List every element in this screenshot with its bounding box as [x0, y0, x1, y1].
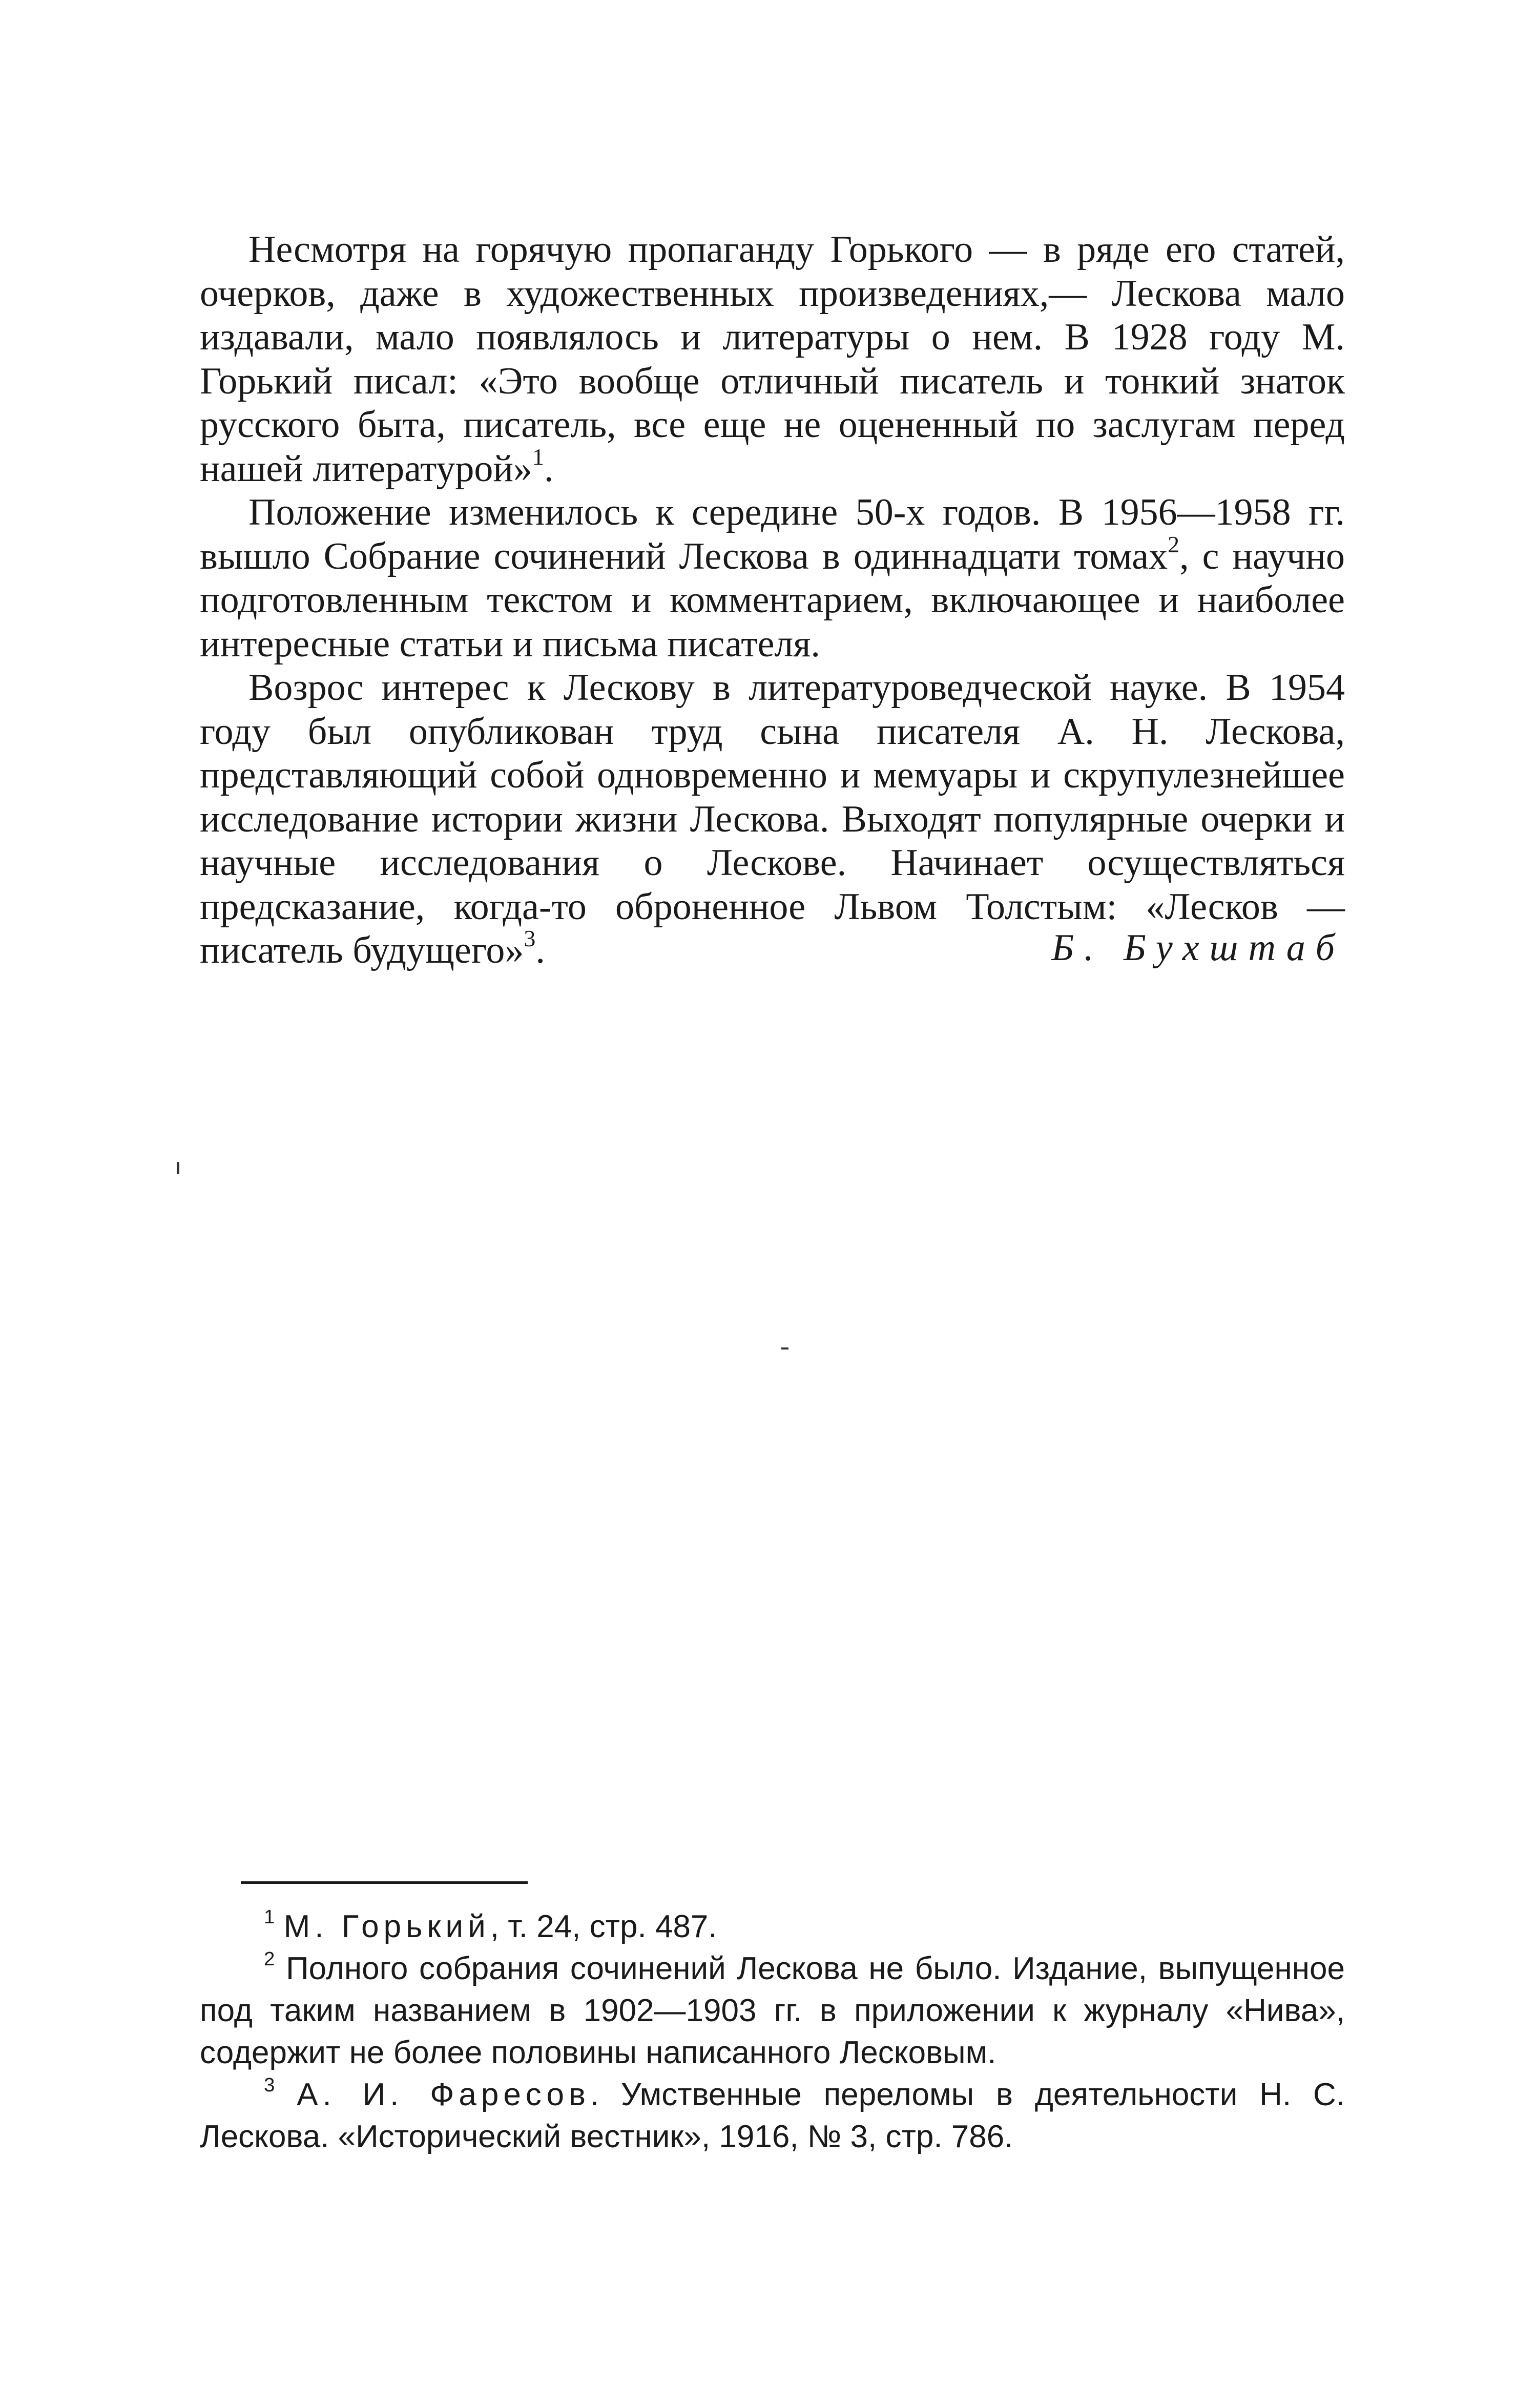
paragraph-tail: .: [535, 929, 545, 971]
paragraph-tail: , с научно подготовленным текстом и комментарием, включающее и наиболее интересные статьи и письма писателя.: [200, 535, 1345, 665]
paragraph-1: [200, 228, 1345, 491]
paragraph-tail: .: [544, 447, 554, 490]
footnote-reference: 2: [1168, 531, 1180, 557]
print-speck: [177, 1162, 179, 1174]
footnote-mark: 3: [264, 2074, 275, 2096]
footnote-author: А. И. Фаресов: [297, 2077, 590, 2112]
print-speck: [781, 1347, 788, 1350]
footnote-text: Полного собрания сочинений Лескова не было. Издание, выпущенное под таким названием в 1902—1903 гг. в приложении к журналу «Нива», содержит не более половины написанного Лесковым.: [200, 1951, 1345, 2070]
footnote-divider: [241, 1881, 528, 1884]
paragraph-2: [200, 491, 1345, 666]
author-signature: Б. Бухштаб: [1051, 927, 1345, 969]
main-text: [200, 228, 1345, 973]
footnote-3: [200, 2074, 1345, 2158]
footnote-reference: 3: [524, 925, 536, 951]
paragraph-text: Возрос интерес к Лескову в литературоведческой науке. В 1954 году был опубликован труд сына писателя А. Н. Лескова, представляющий собой одновременно и мемуары и скрупулезнейшее исследование истории жизни Лескова. Выходят популярные очерки и научные исследования о Лескове. Начинает осуществляться предсказание, когда-то оброненное Львом Толстым: «Лесков — писатель будущего»: [200, 667, 1345, 971]
footnote-author: М. Горький: [283, 1909, 490, 1944]
footnote-text: . Умственные переломы в деятельности Н. С. Лескова. «Исторический вестник», 1916, № 3, стр. 786.: [200, 2077, 1345, 2154]
footnote-2: [200, 1948, 1345, 2074]
paragraph-text: Несмотря на горячую пропаганду Горького — в ряде его статей, очерков, даже в художественных произведениях,— Лескова мало издавали, мало появлялось и литературы о нем. В 1928 году М. Горький писал: «Это вообще отличный писатель и тонкий знаток русского быта, писатель, все еще не оцененный по заслугам перед нашей литературой»: [200, 229, 1345, 490]
footnote-mark: 1: [264, 1906, 275, 1928]
footnote-text: , т. 24, стр. 487.: [490, 1909, 717, 1944]
footnote-1: [200, 1906, 1345, 1948]
footnotes: [200, 1906, 1345, 2158]
footnote-reference: 1: [532, 443, 544, 470]
paragraph-text: Положение изменилось к середине 50-х годов. В 1956—1958 гг. вышло Собрание сочинений Лескова в одиннадцати томах: [200, 491, 1345, 577]
footnote-mark: 2: [264, 1948, 275, 1970]
